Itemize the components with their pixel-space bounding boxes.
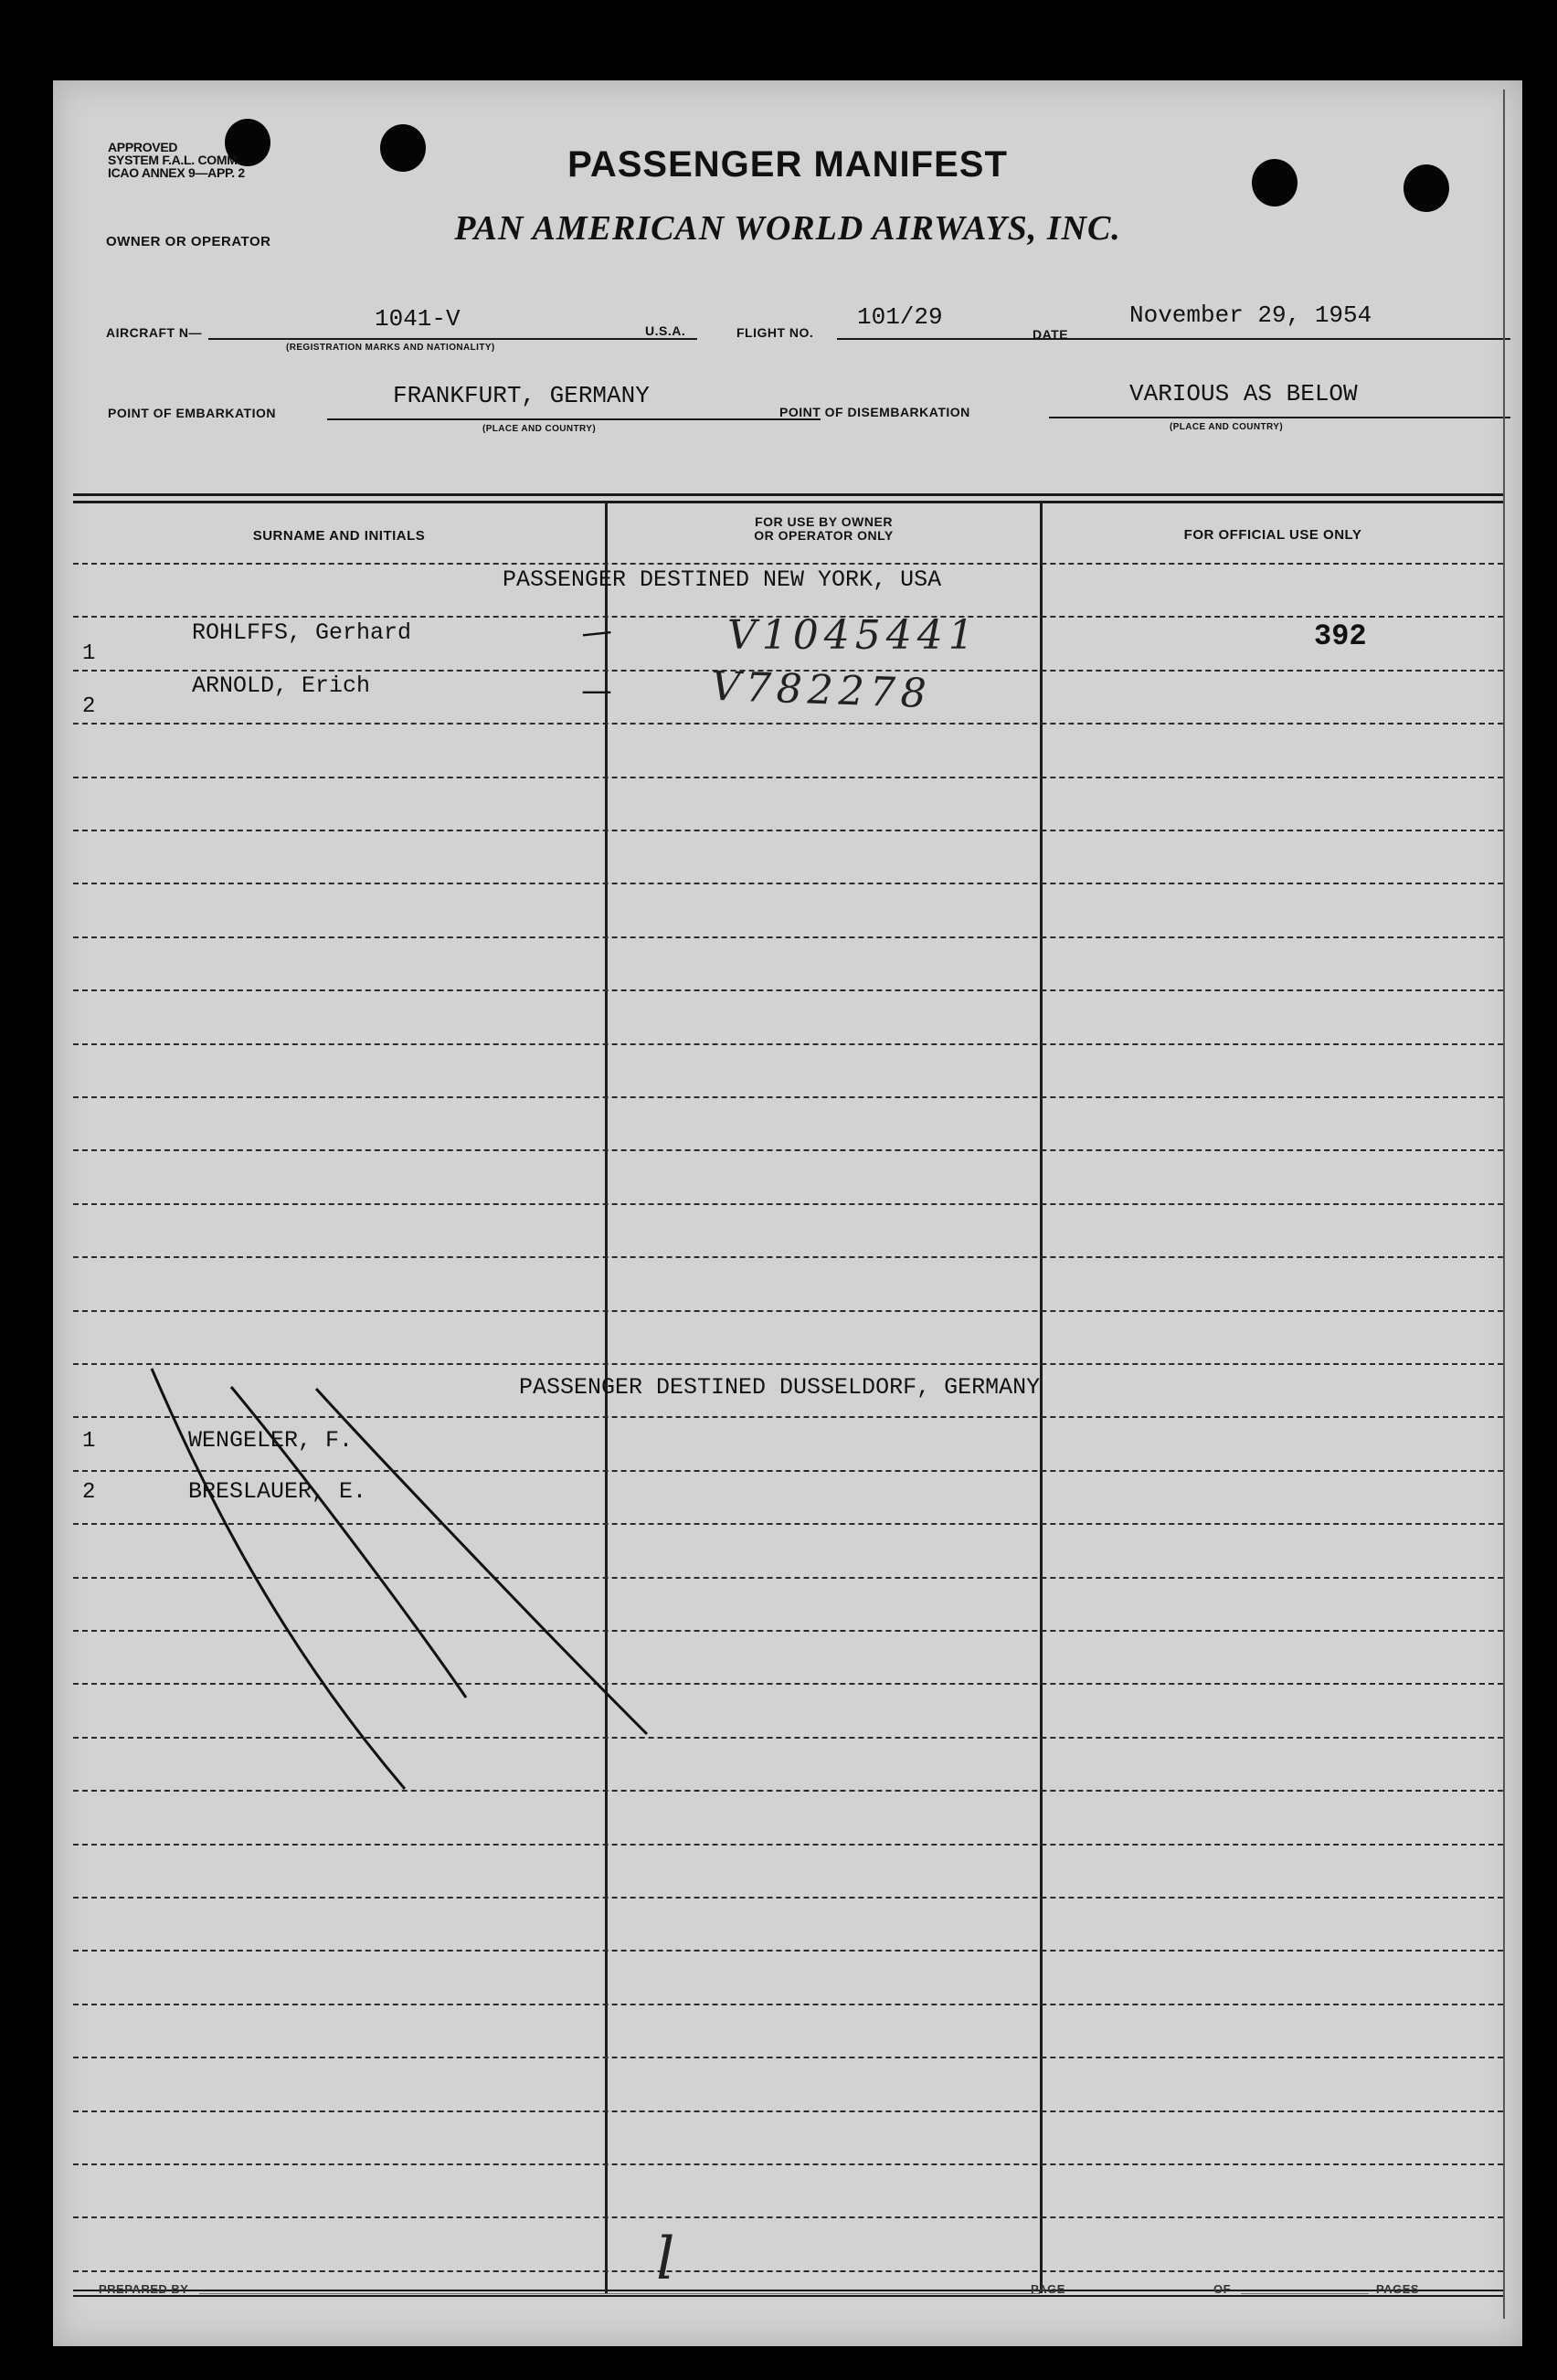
pages-label: PAGES [1376, 2282, 1420, 2296]
usa-label: U.S.A. [645, 323, 686, 338]
checkmark-dash: — [581, 672, 612, 709]
prepared-by-label: PREPARED BY [99, 2282, 189, 2296]
flight-number-value: 101/29 [857, 303, 943, 331]
checkmark-dash: — [579, 612, 614, 652]
official-entry: 392 [1314, 619, 1367, 653]
page-title: PASSENGER MANIFEST [567, 144, 1008, 185]
approved-line: SYSTEM F.A.L. COMM. [108, 153, 241, 167]
disembarkation-value: VARIOUS AS BELOW [1129, 380, 1358, 407]
embarkation-label: POINT OF EMBARKATION [108, 406, 276, 420]
page-label: PAGE [1031, 2282, 1065, 2296]
row-number: 1 [82, 1429, 96, 1454]
passenger-name: BRESLAUER, E. [188, 1478, 367, 1505]
table-bottom-rule [73, 2290, 1503, 2291]
aircraft-label: AIRCRAFT N— [106, 325, 203, 340]
visa-number-handwritten: V1045441 [727, 612, 980, 659]
prepared-by-underline [199, 2293, 1040, 2294]
visa-number-handwritten: V782278 [710, 662, 933, 718]
of-underline [1241, 2293, 1369, 2294]
flight-number-label: FLIGHT NO. [736, 325, 814, 340]
passenger-name: ARNOLD, Erich [192, 672, 371, 699]
table-bottom-rule [73, 2295, 1503, 2297]
passenger-name: WENGELER, F. [188, 1427, 354, 1454]
preparer-initial-handwritten: l [656, 2226, 681, 2293]
disembarkation-caption: (PLACE AND COUNTRY) [1170, 422, 1284, 432]
passenger-name: ROHLFFS, Gerhard [192, 619, 412, 646]
owner-use-line: OR OPERATOR ONLY [754, 528, 894, 543]
section-heading-dusseldorf: PASSENGER DESTINED DUSSELDORF, GERMANY [519, 1374, 1041, 1401]
column-header-surname: SURNAME AND INITIALS [252, 528, 426, 544]
approved-line: ICAO ANNEX 9—APP. 2 [108, 165, 245, 180]
embarkation-value: FRANKFURT, GERMANY [393, 382, 650, 409]
manifest-page [53, 80, 1522, 2346]
aircraft-caption: (REGISTRATION MARKS AND NATIONALITY) [286, 343, 495, 353]
row-number: 1 [82, 641, 96, 666]
row-number: 2 [82, 1480, 96, 1505]
approved-line: APPROVED [108, 140, 178, 154]
aircraft-value: 1041-V [375, 305, 461, 333]
disembarkation-label: POINT OF DISEMBARKATION [779, 405, 970, 419]
embarkation-caption: (PLACE AND COUNTRY) [482, 424, 597, 434]
section-heading-new-york: PASSENGER DESTINED NEW YORK, USA [503, 566, 942, 593]
owner-use-line: FOR USE BY OWNER [755, 514, 893, 529]
strike-through-marks [53, 80, 1522, 2346]
row-number: 2 [82, 694, 96, 719]
date-label: DATE [1033, 327, 1069, 342]
airline-name: PAN AMERICAN WORLD AIRWAYS, INC. [454, 209, 1121, 248]
of-label: OF [1213, 2282, 1232, 2296]
column-header-official-use: FOR OFFICIAL USE ONLY [1183, 527, 1362, 543]
date-value: November 29, 1954 [1129, 301, 1372, 329]
owner-operator-label: OWNER OR OPERATOR [106, 234, 271, 249]
